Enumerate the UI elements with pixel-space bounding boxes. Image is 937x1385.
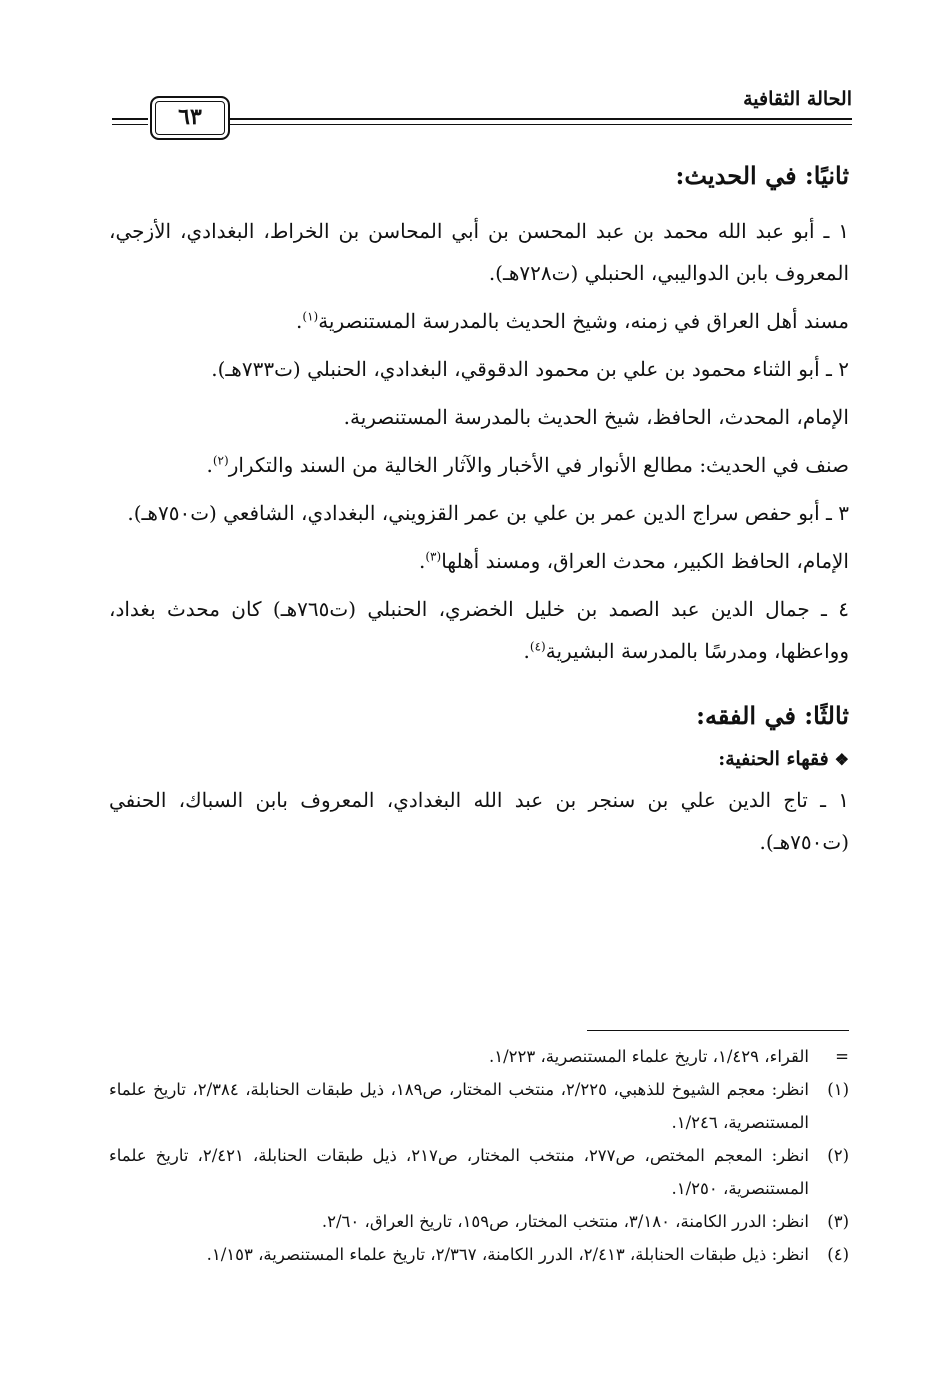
section-heading-fiqh: ثالثًا: في الفقه:	[696, 701, 849, 730]
paragraph: صنف في الحديث: مطالع الأنوار في الأخبار والآثار الخالية من السند والتكرار$^{(٢)}$.	[206, 453, 849, 477]
header-rule	[230, 124, 852, 125]
footnote-text: القراء، ١/٤٢٩، تاريخ علماء المستنصرية، ١/٢٢٣.	[488, 1047, 809, 1066]
footnote-text: انظر: المعجم المختص، ص٢٧٧، منتخب المختار، ص٢١٧، ذيل طبقات الحنابلة، ٢/٤٢١، تاريخ علماء المستنصرية، ١/٢٥٠.	[109, 1146, 809, 1198]
paragraph: الإمام، المحدث، الحافظ، شيخ الحديث بالمدرسة المستنصرية.	[343, 405, 849, 429]
paragraph: ١ ـ تاج الدين علي بن سنجر بن عبد الله البغدادي، المعروف بابن السباك، الحنفي (ت٧٥٠هـ).	[109, 788, 849, 854]
footnote	[109, 1238, 849, 1271]
footnote	[109, 1040, 849, 1073]
footnote-ref[interactable]: (١)	[302, 309, 319, 324]
header-rule	[112, 118, 148, 120]
paragraph: ٣ ـ أبو حفص سراج الدين عمر بن علي بن عمر القزويني، البغدادي، الشافعي (ت٧٥٠هـ).	[127, 501, 849, 525]
page-number: ٦٣	[150, 96, 230, 140]
footnote-marker: (١)	[827, 1080, 849, 1099]
footnote-ref[interactable]: (٤)	[529, 639, 546, 654]
footnote-ref[interactable]: (٢)	[212, 453, 229, 468]
subheading-hanafi: ❖فقهاء الحنفية:	[718, 748, 849, 770]
footnote-marker: (٣)	[827, 1212, 849, 1231]
footnote	[109, 1139, 849, 1205]
footnote-text: انظر: الدرر الكامنة، ٣/١٨٠، منتخب المختار، ص١٥٩، تاريخ العراق، ٢/٦٠.	[321, 1212, 809, 1231]
footnote-text: انظر: ذيل طبقات الحنابلة، ٢/٤١٣، الدرر الكامنة، ٢/٣٦٧، تاريخ علماء المستنصرية، ١/١٥٣.	[206, 1245, 809, 1264]
footnote-separator	[587, 1030, 849, 1031]
paragraph: مسند أهل العراق في زمنه، وشيخ الحديث بالمدرسة المستنصرية$^{(١)}$.	[296, 309, 849, 333]
paragraph: ٢ ـ أبو الثناء محمود بن علي بن محمود الدقوقي، البغدادي، الحنبلي (ت٧٣٣هـ).	[211, 357, 849, 381]
footnote	[109, 1205, 849, 1238]
footnote-text: انظر: معجم الشيوخ للذهبي، ٢/٢٢٥، منتخب المختار، ص١٨٩، ذيل طبقات الحنابلة، ٢/٣٨٤، تاريخ علماء المستنصرية، ١/٢٤٦.	[109, 1080, 810, 1132]
section-heading-hadith: ثانيًا: في الحديث:	[675, 161, 849, 190]
running-title: الحالة الثقافية	[743, 88, 852, 110]
header-rule	[230, 118, 852, 120]
footnote-marker: =	[835, 1047, 849, 1066]
paragraph: ٤ ـ جمال الدين عبد الصمد بن خليل الخضري، الحنبلي (ت٧٦٥هـ) كان محدث بغداد، وواعظها، ومدرسًا بالمدرسة البشيرية$^{(٤)}$.	[109, 597, 849, 663]
footnotes	[109, 1040, 849, 1271]
diamond-bullet-icon: ❖	[834, 750, 849, 769]
footnote-marker: (٢)	[827, 1146, 849, 1165]
main-text	[109, 158, 849, 869]
footnote	[109, 1073, 849, 1139]
paragraph: الإمام، الحافظ الكبير، محدث العراق، ومسند أهلها$^{(٣)}$.	[419, 549, 849, 573]
footnote-marker: (٤)	[827, 1245, 849, 1264]
page-header	[112, 86, 852, 136]
header-rule	[112, 124, 148, 125]
paragraph: ١ ـ أبو عبد الله محمد بن عبد المحسن بن أبي المحاسن بن الخراط، البغدادي، الأزجي، المعروف بابن الدواليبي، الحنبلي (ت٧٢٨هـ).	[109, 219, 849, 285]
footnote-ref[interactable]: (٣)	[425, 549, 442, 564]
